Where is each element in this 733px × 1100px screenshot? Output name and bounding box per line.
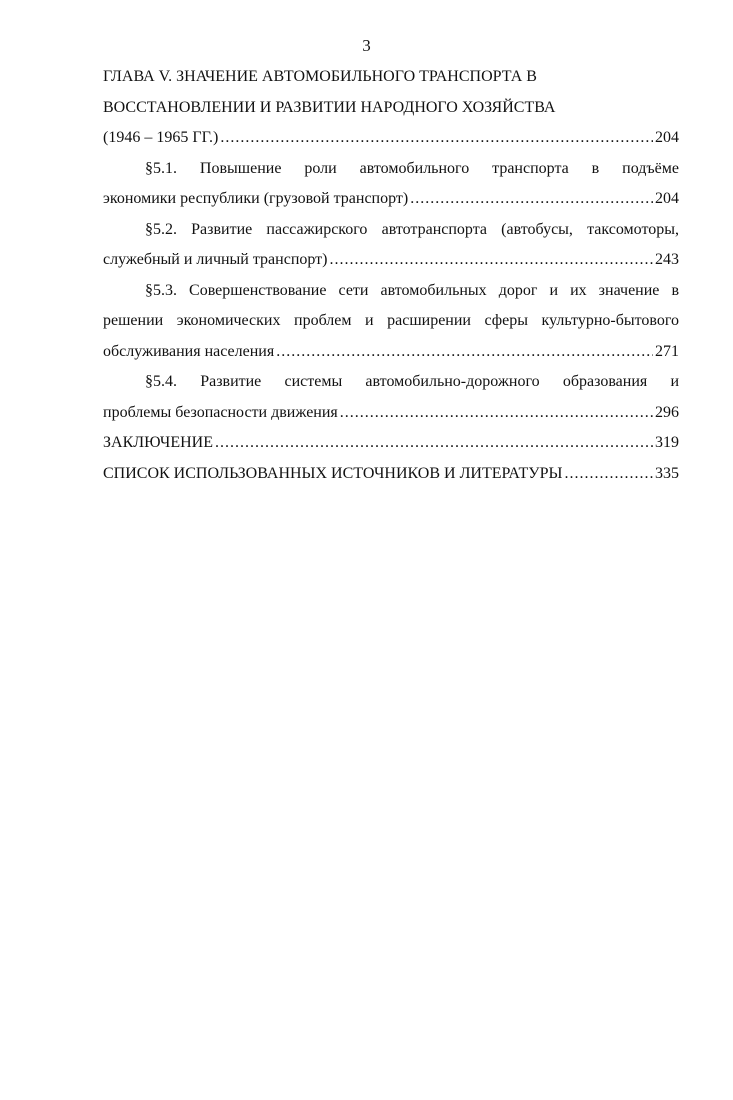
toc-entry-text: (1946 – 1965 ГГ.) bbox=[103, 129, 219, 146]
toc-page-number: 204 bbox=[655, 129, 679, 146]
toc-entry-text: ВОССТАНОВЛЕНИИ И РАЗВИТИИ НАРОДНОГО ХОЗЯЙСТВА bbox=[103, 98, 556, 116]
toc-entry-text: экономики республики (грузовой транспорт) bbox=[103, 190, 409, 207]
dot-leader bbox=[340, 398, 653, 429]
toc-entry-text: ЗАКЛЮЧЕНИЕ bbox=[103, 434, 213, 451]
toc-page-number: 319 bbox=[655, 434, 679, 451]
toc-entry-text: §5.4. Развитие системы автомобильно-дорожного образования и bbox=[145, 373, 679, 390]
dot-leader bbox=[215, 428, 653, 459]
toc-entry-bibliography[interactable] bbox=[103, 459, 679, 490]
toc-entry-section-5-4[interactable] bbox=[103, 367, 679, 428]
toc-page-number: 296 bbox=[655, 403, 679, 421]
toc-entry-conclusion[interactable] bbox=[103, 428, 679, 459]
toc-entry-section-5-1[interactable] bbox=[103, 154, 679, 215]
toc-entry-text: §5.1. Повышение роли автомобильного транспорта в подъёме bbox=[145, 159, 679, 177]
toc-entry-text: служебный и личный транспорт) bbox=[103, 251, 328, 268]
dot-leader bbox=[276, 337, 653, 368]
toc-entry-text: обслуживания населения bbox=[103, 342, 275, 360]
dot-leader bbox=[410, 184, 653, 215]
table-of-contents bbox=[103, 62, 679, 489]
toc-entry-text: решении экономических проблем и расширении сферы культурно-бытового bbox=[103, 312, 679, 329]
toc-entry-section-5-2[interactable] bbox=[103, 215, 679, 276]
toc-entry-text: §5.2. Развитие пассажирского автотранспорта (автобусы, таксомоторы, bbox=[145, 220, 679, 238]
toc-page-number: 243 bbox=[655, 251, 679, 268]
toc-entry-chapter-5[interactable] bbox=[103, 62, 679, 154]
toc-entry-text: СПИСОК ИСПОЛЬЗОВАННЫХ ИСТОЧНИКОВ И ЛИТЕРАТУРЫ bbox=[103, 464, 563, 482]
dot-leader bbox=[564, 459, 653, 490]
toc-page-number: 335 bbox=[655, 464, 679, 482]
toc-entry-text: ГЛАВА V. ЗНАЧЕНИЕ АВТОМОБИЛЬНОГО ТРАНСПОРТА В bbox=[103, 68, 537, 85]
toc-entry-section-5-3[interactable] bbox=[103, 276, 679, 368]
toc-page-number: 271 bbox=[655, 342, 679, 360]
toc-page-number: 204 bbox=[655, 190, 679, 207]
dot-leader bbox=[220, 123, 653, 154]
toc-entry-text: проблемы безопасности движения bbox=[103, 403, 338, 421]
toc-entry-text: §5.3. Совершенствование сети автомобильных дорог и их значение в bbox=[145, 281, 679, 299]
dot-leader bbox=[330, 245, 654, 276]
page-number: 3 bbox=[362, 36, 371, 55]
